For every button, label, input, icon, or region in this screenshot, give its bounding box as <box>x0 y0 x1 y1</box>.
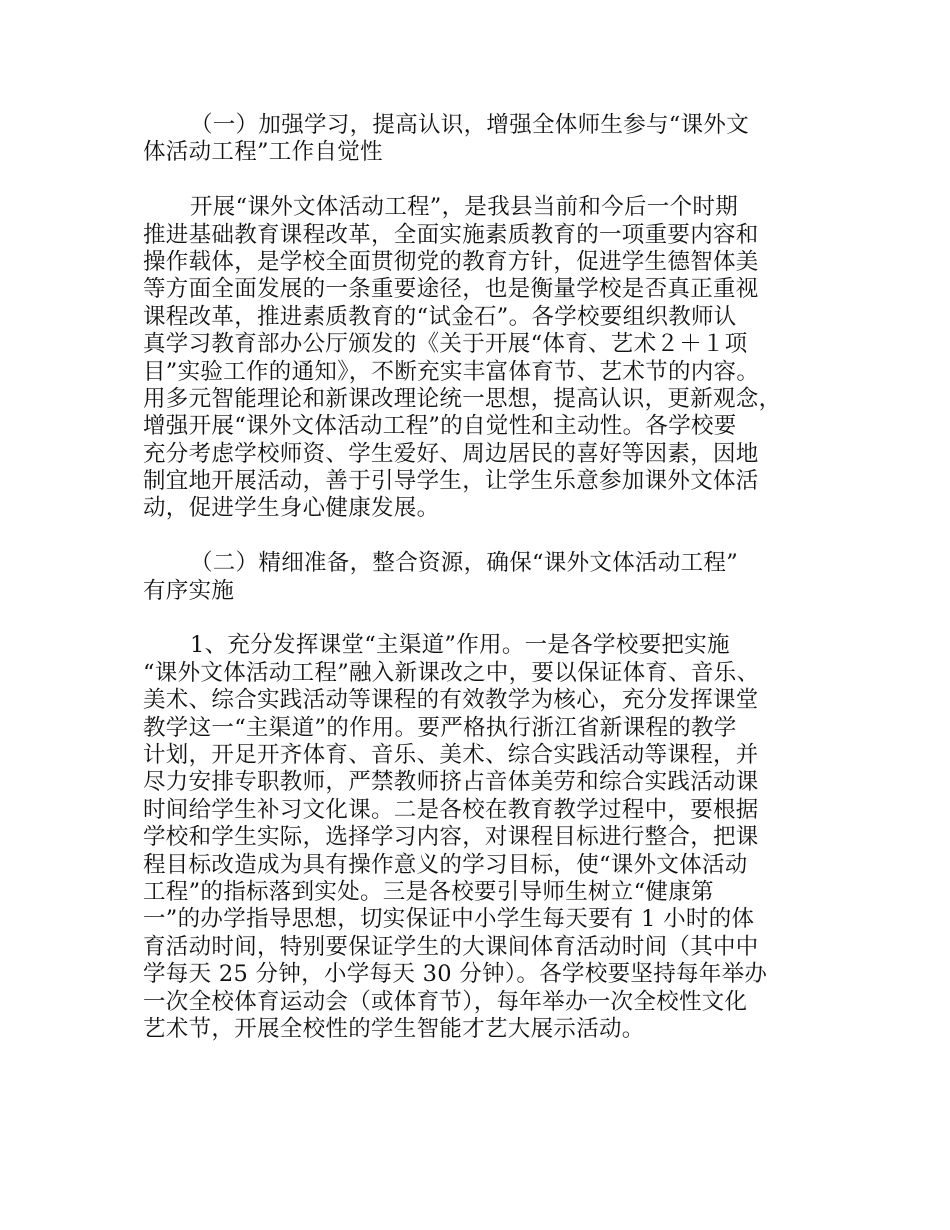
paragraph-line: 增强开展“课外文体活动工程”的自觉性和主动性。各学校要 <box>143 413 737 440</box>
paragraph-line: 时间给学生补习文化课。二是各校在教育教学过程中，要根据 <box>143 796 759 823</box>
paragraph-line: 尽力安排专职教师，严禁教师挤占音体美劳和综合实践活动课 <box>143 769 759 796</box>
heading-line: 有序实施 <box>143 577 235 604</box>
paragraph-line: 教学这一“主渠道”的作用。要严格执行浙江省新课程的教学 <box>143 714 737 741</box>
paragraph-spacer <box>143 167 823 194</box>
paragraph-line: 学每天 25 分钟，小学每天 30 分钟）。各学校要坚持每年举办 <box>143 961 768 988</box>
paragraph-line: 课程改革，推进素质教育的“试金石”。各学校要组织教师认 <box>143 303 737 330</box>
heading-line: （一）加强学习，提高认识，增强全体师生参与“课外文 <box>190 112 750 138</box>
paragraph-spacer <box>143 523 823 550</box>
paragraph-line: 一”的办学指导思想，切实保证中小学生每天要有 1 小时的体 <box>143 906 755 933</box>
heading-line: （二）精细准备，整合资源，确保“课外文体活动工程” <box>190 550 739 577</box>
section-1-paragraph <box>143 194 823 523</box>
paragraph-spacer <box>143 605 823 632</box>
paragraph-line: 用多元智能理论和新课改理论统一思想，提高认识，更新观念， <box>143 385 782 412</box>
section-2-paragraph <box>143 632 823 1043</box>
paragraph-line: 美术、综合实践活动等课程的有效教学为核心，充分发挥课堂 <box>143 687 759 714</box>
paragraph-line: 艺术节，开展全校性的学生智能才艺大展示活动。 <box>143 1015 645 1042</box>
paragraph-line: “课外文体活动工程”融入新课改之中，要以保证体育、音乐、 <box>143 659 760 686</box>
paragraph-line: 制宜地开展活动，善于引导学生，让学生乐意参加课外文体活 <box>143 468 759 495</box>
paragraph-line: 学校和学生实际，选择学习内容，对课程目标进行整合，把课 <box>143 824 759 851</box>
document-page <box>143 112 823 1043</box>
paragraph-line: 等方面全面发展的一条重要途径，也是衡量学校是否真正重视 <box>143 276 759 303</box>
paragraph-line: 动，促进学生身心健康发展。 <box>143 495 440 522</box>
paragraph-line: 开展“课外文体活动工程”，是我县当前和今后一个时期 <box>190 194 739 221</box>
paragraph-line: 计划，开足开齐体育、音乐、美术、综合实践活动等课程，并 <box>143 741 759 768</box>
paragraph-line: 一次全校体育运动会（或体育节），每年举办一次全校性文化 <box>143 988 748 1015</box>
paragraph-line: 1、充分发挥课堂“主渠道”作用。一是各学校要把实施 <box>190 632 730 659</box>
paragraph-line: 操作载体，是学校全面贯彻党的教育方针，促进学生德智体美 <box>143 248 759 275</box>
paragraph-line: 工程”的指标落到实处。三是各校要引导师生树立“健康第 <box>143 878 714 905</box>
section-2-heading <box>143 550 823 605</box>
section-1-heading <box>143 112 823 167</box>
paragraph-line: 目”实验工作的通知》，不断充实丰富体育节、艺术节的内容。 <box>143 358 760 385</box>
paragraph-line: 充分考虑学校师资、学生爱好、周边居民的喜好等因素，因地 <box>143 440 759 467</box>
paragraph-line: 推进基础教育课程改革，全面实施素质教育的一项重要内容和 <box>143 221 759 248</box>
paragraph-line: 真学习教育部办公厅颁发的《关于开展“体育、艺术２＋１项 <box>143 331 748 358</box>
heading-line: 体活动工程”工作自觉性 <box>143 139 383 166</box>
paragraph-line: 育活动时间，特别要保证学生的大课间体育活动时间（其中中 <box>143 933 759 960</box>
paragraph-line: 程目标改造成为具有操作意义的学习目标，使“课外文体活动 <box>143 851 748 878</box>
